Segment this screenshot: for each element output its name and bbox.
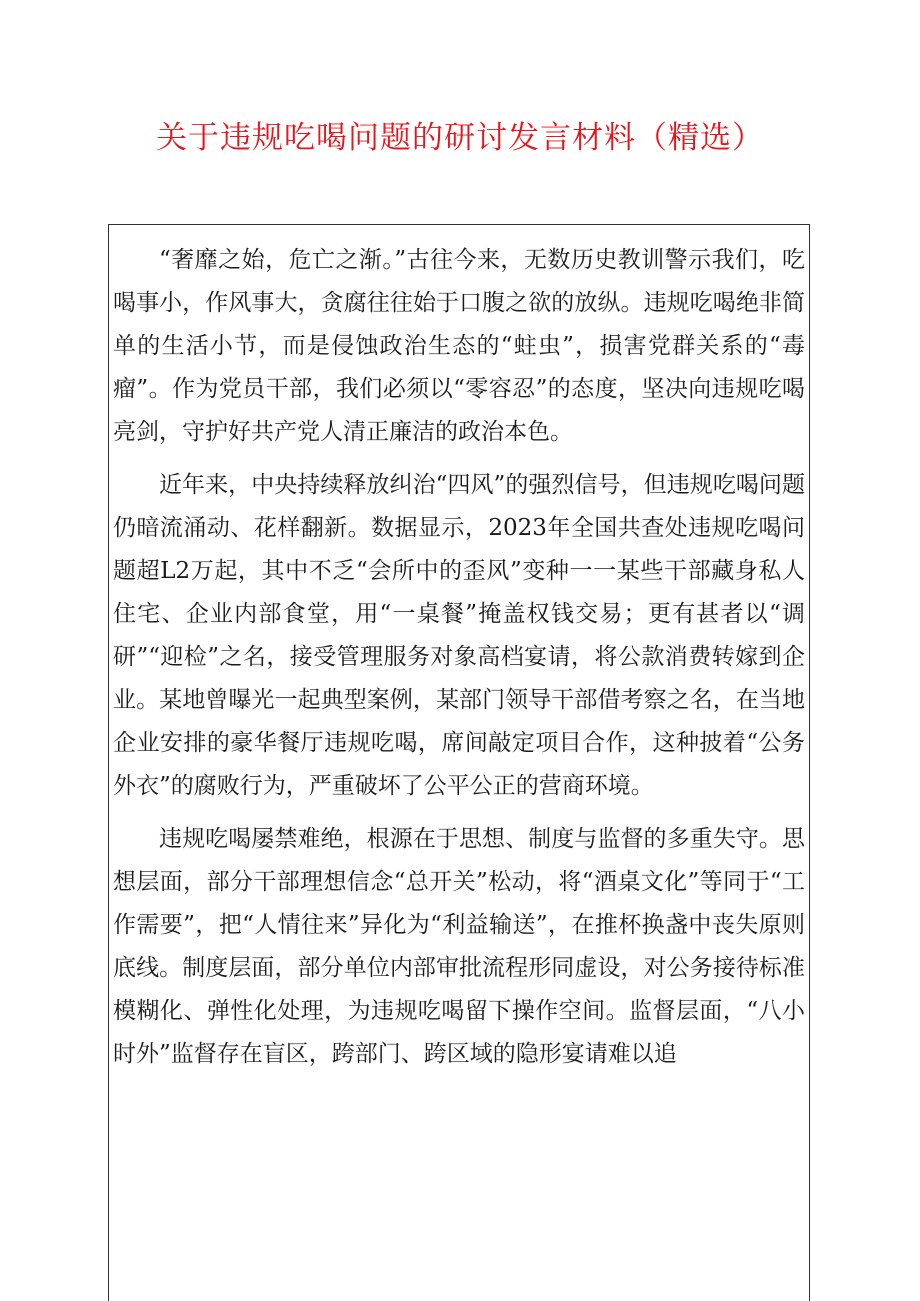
paragraph-3: 违规吃喝屡禁难绝，根源在于思想、制度与监督的多重失守。思想层面，部分干部理想信念“总开关”松动，将“酒桌文化”等同于“工作需要”，把“人情往来”异化为“利益输送”，在推杯换盏中丧失原则底线。制度层面，部分单位内部审批流程形同虚设，对公务接待标准模糊化、弹性化处理，为违规吃喝留下操作空间。监督层面，“八小时外”监督存在盲区，跨部门、跨区域的隐形宴请难以追	[113, 826, 805, 1067]
paragraph-1: “奢靡之始，危亡之渐。”古往今来，无数历史教训警示我们，吃喝事小，作风事大，贪腐往往始于口腹之欲的放纵。违规吃喝绝非简单的生活小节，而是侵蚀政治生态的“蛀虫”，损害党群关系的“毒瘤”。作为党员干部，我们必须以“零容忍”的态度，坚决向违规吃喝亮剑，守护好共产党人清正廉洁的政治本色。	[113, 247, 805, 445]
document-title: 关于违规吃喝问题的研讨发言材料（精选）	[156, 120, 764, 156]
body-text	[113, 239, 805, 1086]
content-frame	[108, 224, 810, 1301]
paragraph-2: 近年来，中央持续释放纠治“四风”的强烈信号，但违规吃喝问题仍暗流涌动、花样翻新。数据显示，2023年全国共查处违规吃喝问题超L2万起，其中不乏“会所中的歪风”变种一一某些干部藏身私人住宅、企业内部食堂，用“一桌餐”掩盖权钱交易；更有甚者以“调研”“迎检”之名，接受管理服务对象高档宴请，将公款消费转嫁到企业。某地曾曝光一起典型案例，某部门领导干部借考察之名，在当地企业安排的豪华餐厅违规吃喝，席间敲定项目合作，这种披着“公务外衣”的腐败行为，严重破坏了公平公正的营商环境。	[113, 472, 805, 799]
